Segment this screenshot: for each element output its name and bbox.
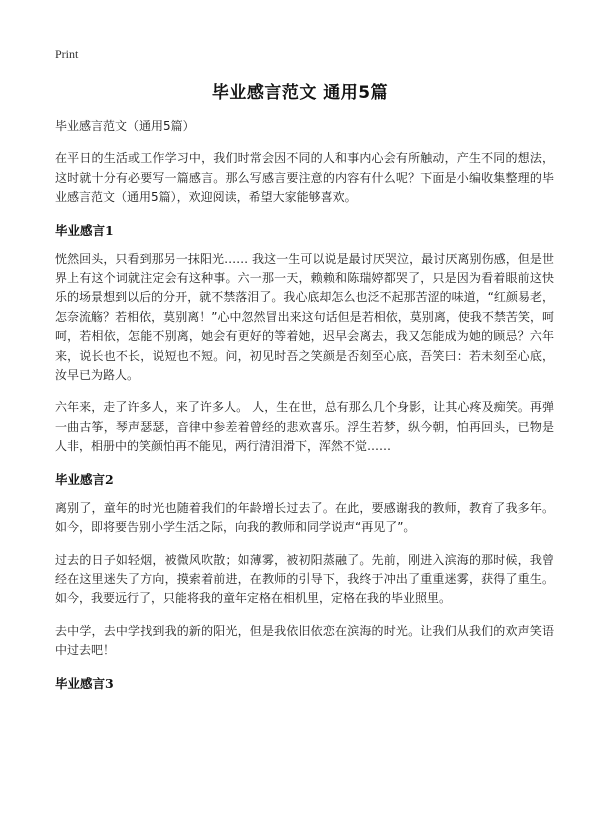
section-2-paragraph-1: 离别了，童年的时光也随着我们的年龄增长过去了。在此，要感谢我的教师，教育了我多年。如今，即将要告别小学生活之际，向我的教师和同学说声“再见了”。: [55, 500, 554, 535]
page-title: 毕业感言范文 通用5篇: [211, 83, 389, 103]
section-2-paragraph-2: 过去的日子如轻烟，被微风吹散；如薄雾，被初阳蒸融了。先前，刚进入滨海的那时候，我曾经在这里迷失了方向，摸索着前进，在教师的引导下，我终于冲出了重重迷雾，获得了重生。如今，我要远行了，只能将我的童年定格在相机里，定格在我的毕业照里。: [55, 552, 554, 606]
article-subtitle: 毕业感言范文（通用5篇）: [55, 119, 195, 133]
section-1-paragraph-1: 恍然回头，只看到那另一抹阳光…… 我这一生可以说是最讨厌哭泣，最讨厌离别伤感，但是世界上有这个词就注定会有这种事。六一那一天，赖赖和陈瑞婷都哭了，只是因为看着眼前这快乐的场景想到以后的分开，就不禁落泪了。我心底却怎么也泛不起那苦涩的味道，“红颜易老，怎奈流觞？若相依，莫别离！”心中忽然冒出来这句话但是若相依，莫别离，使我不禁苦笑，呵呵，若相依，怎能不别离，她会有更好的等着她，迟早会离去，我又怎能成为她的顾忌？六年来，说长也不长，说短也不短。问，初见时吾之笑颜是否刻至心底，吾笑曰：若未刻至心底，汝早已为路人。: [55, 251, 554, 383]
section-heading-3: 毕业感言3: [55, 675, 114, 691]
section-heading-1: 毕业感言1: [55, 222, 114, 238]
section-1-paragraph-2: 六年来，走了许多人，来了许多人。 人，生在世，总有那么几个身影，让其心疼及痴笑。再弹一曲古筝，琴声瑟瑟，音律中参差着曾经的悲欢喜乐。浮生若梦，纵今朝，怕再回头，已物是人非，相册中的笑颜怕再不能见，两行清泪滑下，浑然不觉……: [55, 400, 554, 454]
print-label[interactable]: Print: [55, 47, 79, 61]
section-heading-2: 毕业感言2: [55, 471, 114, 487]
section-2-paragraph-3: 去中学，去中学找到我的新的阳光，但是我依旧依恋在滨海的时光。让我们从我们的欢声笑语中过去吧！: [55, 623, 554, 658]
article-body: [55, 117, 554, 703]
intro-paragraph: 在平日的生活或工作学习中，我们时常会因不同的人和事内心会有所触动，产生不同的想法，这时就十分有必要写一篇感言。那么写感言要注意的内容有什么呢？下面是小编收集整理的毕业感言范文（通用5篇），欢迎阅读，希望大家能够喜欢。: [55, 151, 554, 205]
